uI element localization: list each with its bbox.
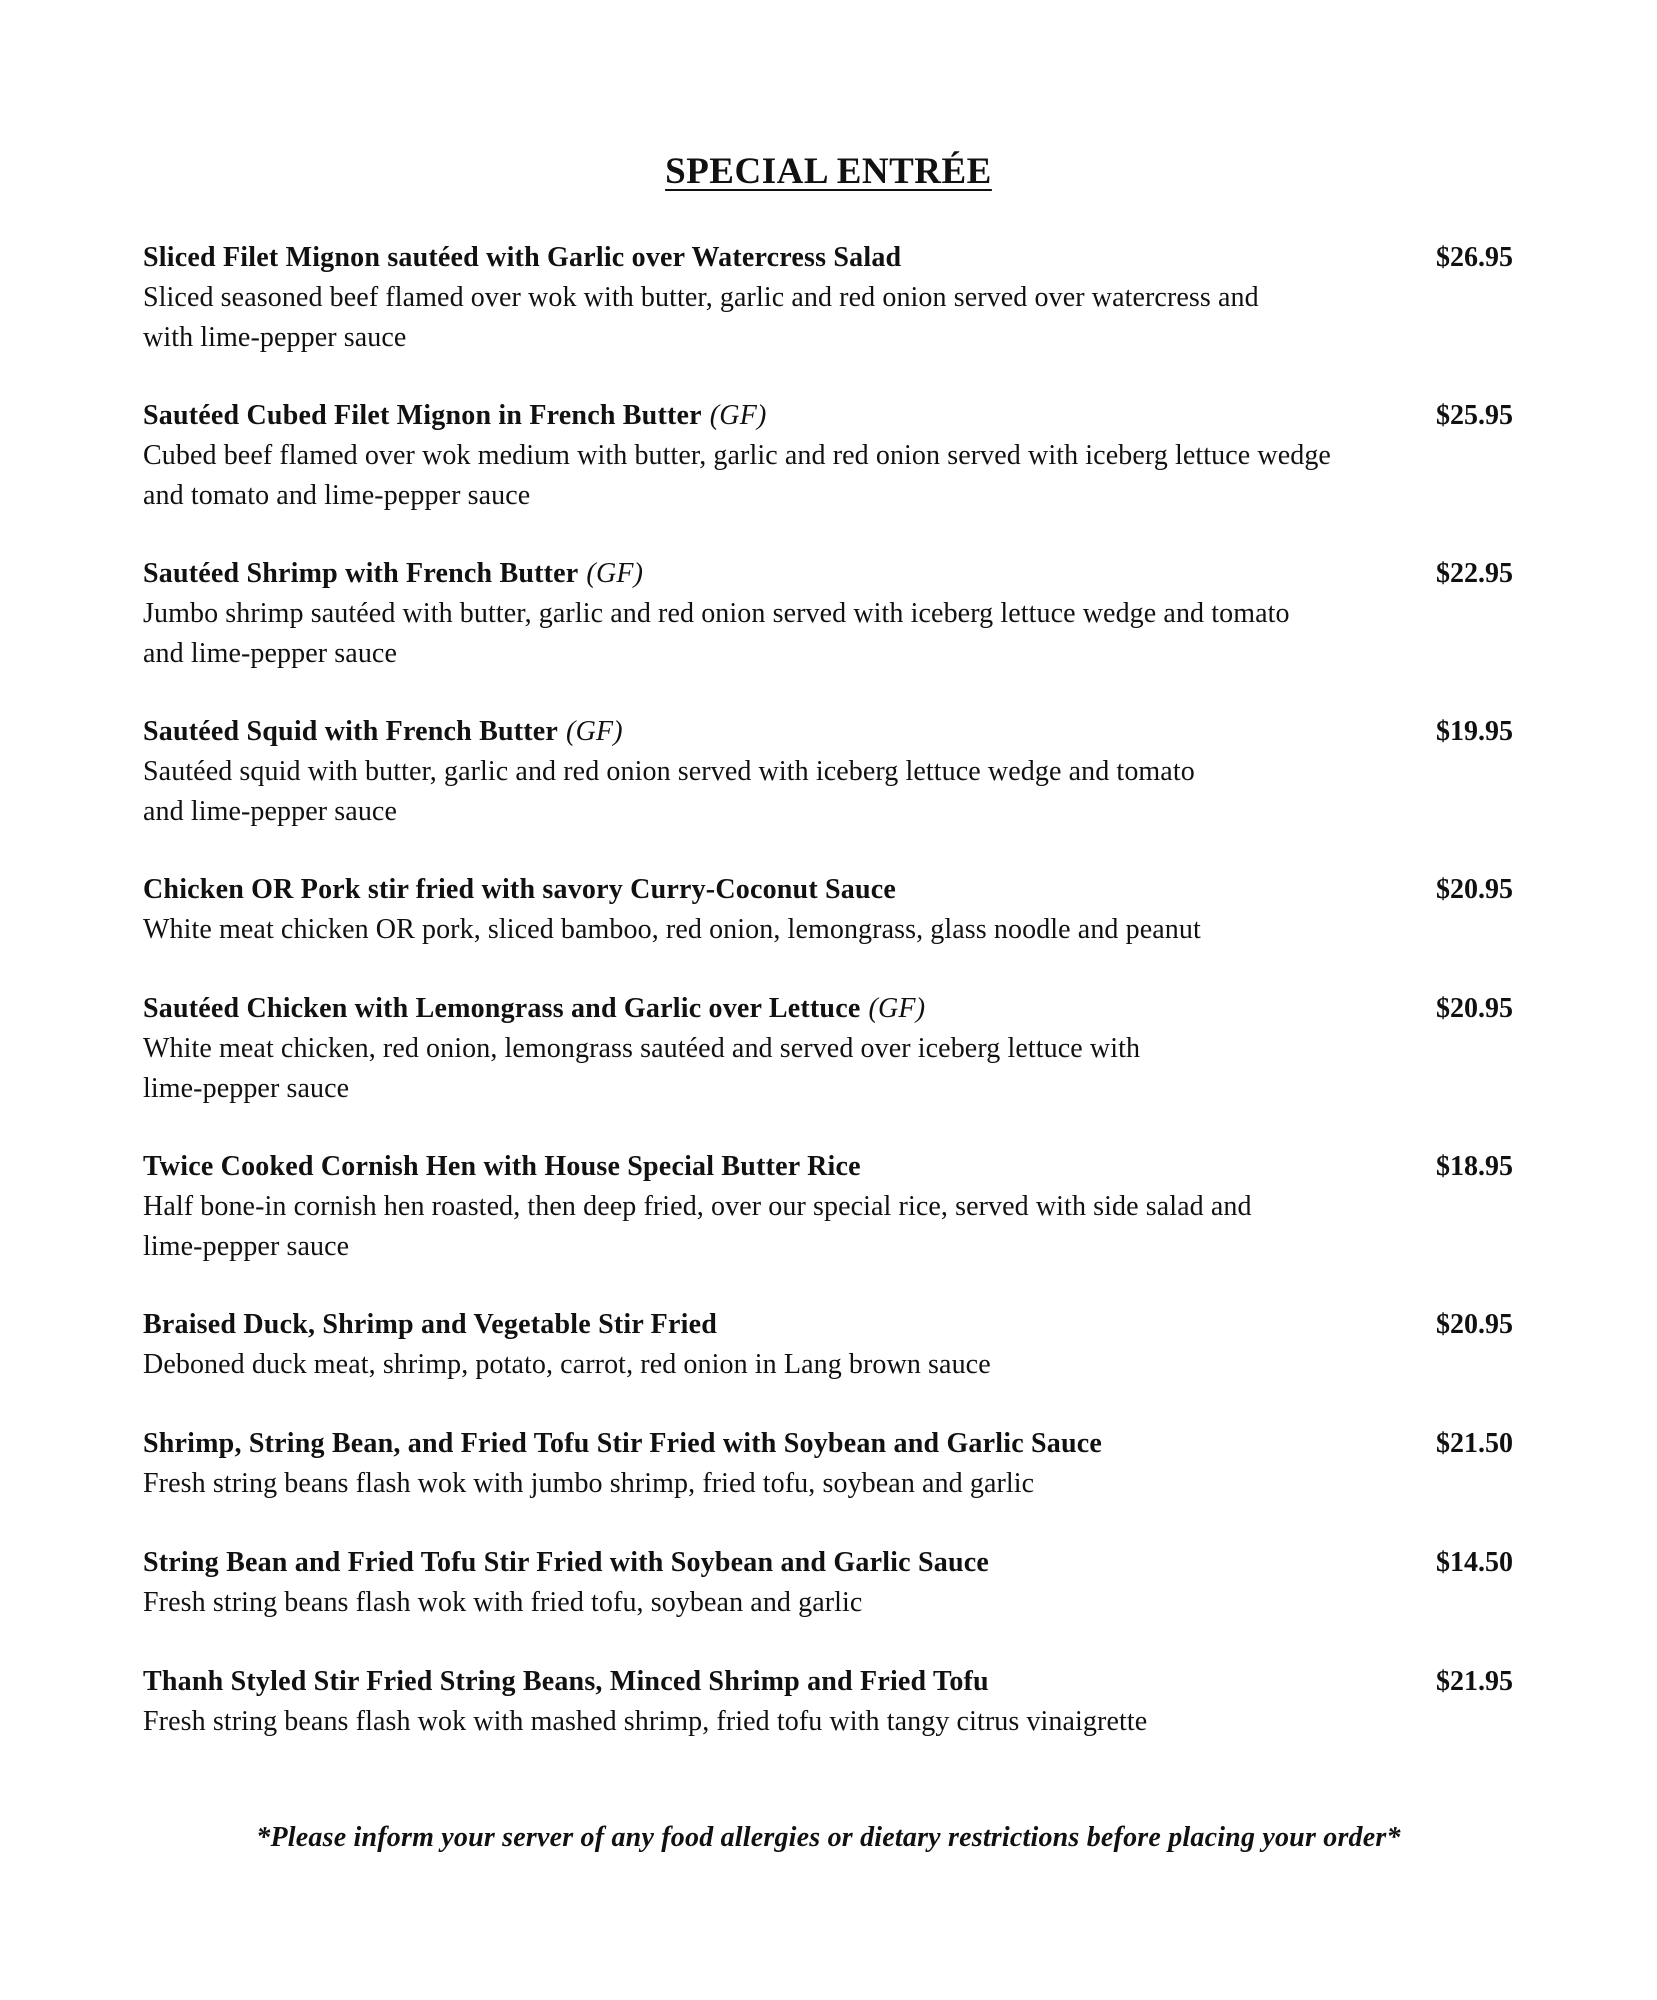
allergy-notice: *Please inform your server of any food allergies or dietary restrictions before placing your order* <box>256 1822 1401 1853</box>
menu-item <box>143 396 1513 554</box>
item-name: Shrimp, String Bean, and Fried Tofu Stir Fried with Soybean and Garlic Sauce <box>143 1428 1103 1459</box>
menu-item <box>143 870 1513 989</box>
item-price: $25.95 <box>1436 400 1513 431</box>
item-name: Sautéed Shrimp with French Butter (GF) <box>143 558 644 589</box>
menu-item <box>143 1662 1513 1781</box>
item-description: Sautéed squid with butter, garlic and red onion served with iceberg lettuce wedge and tomato and lime-pepper sauce <box>143 756 1195 827</box>
item-description: Sliced seasoned beef flamed over wok with butter, garlic and red onion served over watercress and with lime-pepper sauce <box>143 282 1259 353</box>
item-price: $19.95 <box>1436 716 1513 747</box>
menu-item <box>143 554 1513 712</box>
menu-item <box>143 989 1513 1147</box>
item-description: Deboned duck meat, shrimp, potato, carrot, red onion in Lang brown sauce <box>143 1349 991 1380</box>
item-name: Sautéed Squid with French Butter (GF) <box>143 716 623 747</box>
gluten-free-tag: (GF) <box>586 558 644 589</box>
item-price: $20.95 <box>1436 874 1513 905</box>
menu-item <box>143 712 1513 870</box>
menu-item <box>143 238 1513 396</box>
item-description: Fresh string beans flash wok with fried tofu, soybean and garlic <box>143 1587 863 1618</box>
item-price: $18.95 <box>1436 1151 1513 1182</box>
item-price: $21.95 <box>1436 1666 1513 1697</box>
menu-item <box>143 1147 1513 1305</box>
item-name: Sliced Filet Mignon sautéed with Garlic over Watercress Salad <box>143 242 902 273</box>
item-price: $22.95 <box>1436 558 1513 589</box>
gluten-free-tag: (GF) <box>709 400 767 431</box>
item-name: Sautéed Chicken with Lemongrass and Garlic over Lettuce (GF) <box>143 993 926 1024</box>
menu-item <box>143 1305 1513 1424</box>
item-name: Thanh Styled Stir Fried String Beans, Minced Shrimp and Fried Tofu <box>143 1666 989 1697</box>
item-description: Half bone-in cornish hen roasted, then deep fried, over our special rice, served with side salad and lime-pepper sauce <box>143 1191 1252 1262</box>
gluten-free-tag: (GF) <box>868 993 926 1024</box>
menu-title: SPECIAL ENTRÉE <box>665 151 992 192</box>
item-description: Cubed beef flamed over wok medium with butter, garlic and red onion served with iceberg lettuce wedge and tomato and lime-pepper sauce <box>143 440 1331 511</box>
item-price: $20.95 <box>1436 993 1513 1024</box>
menu-item <box>143 1424 1513 1543</box>
item-price: $21.50 <box>1436 1428 1513 1459</box>
item-description: White meat chicken, red onion, lemongrass sautéed and served over iceberg lettuce with lime-pepper sauce <box>143 1033 1141 1104</box>
item-price: $20.95 <box>1436 1309 1513 1340</box>
item-description: Fresh string beans flash wok with mashed shrimp, fried tofu with tangy citrus vinaigrette <box>143 1706 1148 1737</box>
item-description: Fresh string beans flash wok with jumbo shrimp, fried tofu, soybean and garlic <box>143 1468 1035 1499</box>
item-price: $14.50 <box>1436 1547 1513 1578</box>
item-price: $26.95 <box>1436 242 1513 273</box>
gluten-free-tag: (GF) <box>566 716 623 747</box>
item-name: Sautéed Cubed Filet Mignon in French Butter (GF) <box>143 400 767 431</box>
menu-item-list <box>143 238 1513 1781</box>
item-name: String Bean and Fried Tofu Stir Fried with Soybean and Garlic Sauce <box>143 1547 989 1578</box>
item-description: Jumbo shrimp sautéed with butter, garlic and red onion served with iceberg lettuce wedge and tomato and lime-pepper sauce <box>143 598 1290 669</box>
item-name: Braised Duck, Shrimp and Vegetable Stir Fried <box>143 1309 717 1340</box>
item-name: Chicken OR Pork stir fried with savory Curry-Coconut Sauce <box>143 874 897 905</box>
menu-item <box>143 1543 1513 1662</box>
item-description: White meat chicken OR pork, sliced bamboo, red onion, lemongrass, glass noodle and peanut <box>143 914 1201 945</box>
item-name: Twice Cooked Cornish Hen with House Special Butter Rice <box>143 1151 861 1182</box>
